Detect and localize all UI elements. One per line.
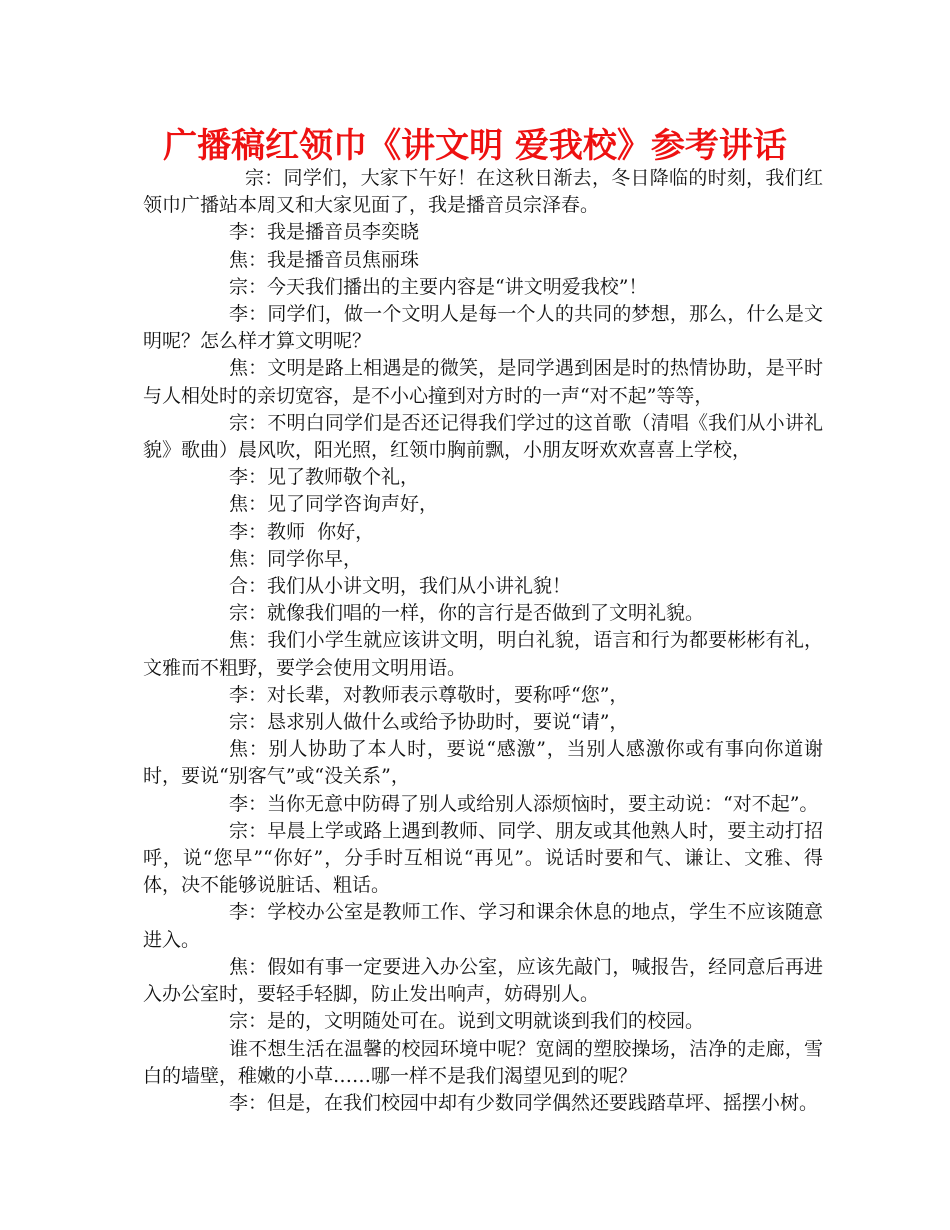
paragraph: 焦：见了同学咨询声好， xyxy=(229,493,439,516)
paragraph: 焦：别人协助了本人时，要说“感激”，当别人感激你或有事向你道谢时，要说“别客气”或“没关系”， xyxy=(143,738,823,788)
document-body xyxy=(143,165,823,1117)
paragraph: 宗：同学们，大家下午好！在这秋日渐去，冬日降临的时刻，我们红领巾广播站本周又和大家见面了，我是播音员宗泽春。 xyxy=(143,167,823,217)
paragraph: 谁不想生活在温馨的校园环境中呢？宽阔的塑胶操场，洁净的走廊，雪白的墙壁，稚嫩的小草……哪一样不是我们渴望见到的呢？ xyxy=(143,1037,823,1087)
paragraph: 李：见了教师敬个礼， xyxy=(229,466,420,489)
paragraph: 宗：今天我们播出的主要内容是“讲文明爱我校”！ xyxy=(229,275,648,298)
paragraph: 李：同学们，做一个文明人是每一个人的共同的梦想，那么，什么是文明呢？怎么样才算文明呢？ xyxy=(143,303,823,353)
document-title: 广播稿红领巾《讲文明 爱我校》参考讲话 xyxy=(163,126,787,166)
paragraph: 焦：文明是路上相遇是的微笑，是同学遇到困是时的热情协助，是平时与人相处时的亲切宽容，是不小心撞到对方时的一声“对不起”等等， xyxy=(143,357,823,407)
paragraph: 焦：我们小学生就应该讲文明，明白礼貌，语言和行为都要彬彬有礼，文雅而不粗野，要学会使用文明用语。 xyxy=(143,629,823,679)
paragraph: 李：我是播音员李奕晓 xyxy=(229,221,420,244)
paragraph: 合：我们从小讲文明，我们从小讲礼貌！ xyxy=(229,575,572,598)
paragraph: 李：但是，在我们校园中却有少数同学偶然还要践踏草坪、摇摆小树。 xyxy=(229,1091,819,1114)
paragraph: 宗：不明白同学们是否还记得我们学过的这首歌（清唱《我们从小讲礼貌》歌曲）晨风吹，阳光照，红领巾胸前飘，小朋友呀欢欢喜喜上学校， xyxy=(143,411,823,462)
paragraph: 焦：我是播音员焦丽珠 xyxy=(229,248,420,271)
paragraph: 李：学校办公室是教师工作、学习和课余休息的地点，学生不应该随意进入。 xyxy=(143,901,823,951)
paragraph: 宗：早晨上学或路上遇到教师、同学、朋友或其他熟人时，要主动打招呼，说“您早”“你好”，分手时互相说“再见”。说话时要和气、谦让、文雅、得体，决不能够说脏话、粗话。 xyxy=(143,819,823,897)
paragraph: 宗：就像我们唱的一样，你的言行是否做到了文明礼貌。 xyxy=(229,602,705,625)
paragraph: 李：对长辈，对教师表示尊敬时，要称呼“您”， xyxy=(229,683,629,706)
paragraph: 李：教师 你好， xyxy=(229,520,375,543)
paragraph: 宗：是的，文明随处可在。说到文明就谈到我们的校园。 xyxy=(229,1010,705,1033)
paragraph: 李：当你无意中防碍了别人或给别人添烦恼时，要主动说：“对不起”。 xyxy=(229,792,819,815)
paragraph: 焦：同学你早， xyxy=(229,547,363,570)
paragraph: 宗：恳求别人做什么或给予协助时，要说“请”， xyxy=(229,711,629,734)
paragraph: 焦：假如有事一定要进入办公室，应该先敲门，喊报告，经同意后再进入办公室时，要轻手轻脚，防止发出响声，妨碍别人。 xyxy=(143,955,823,1006)
